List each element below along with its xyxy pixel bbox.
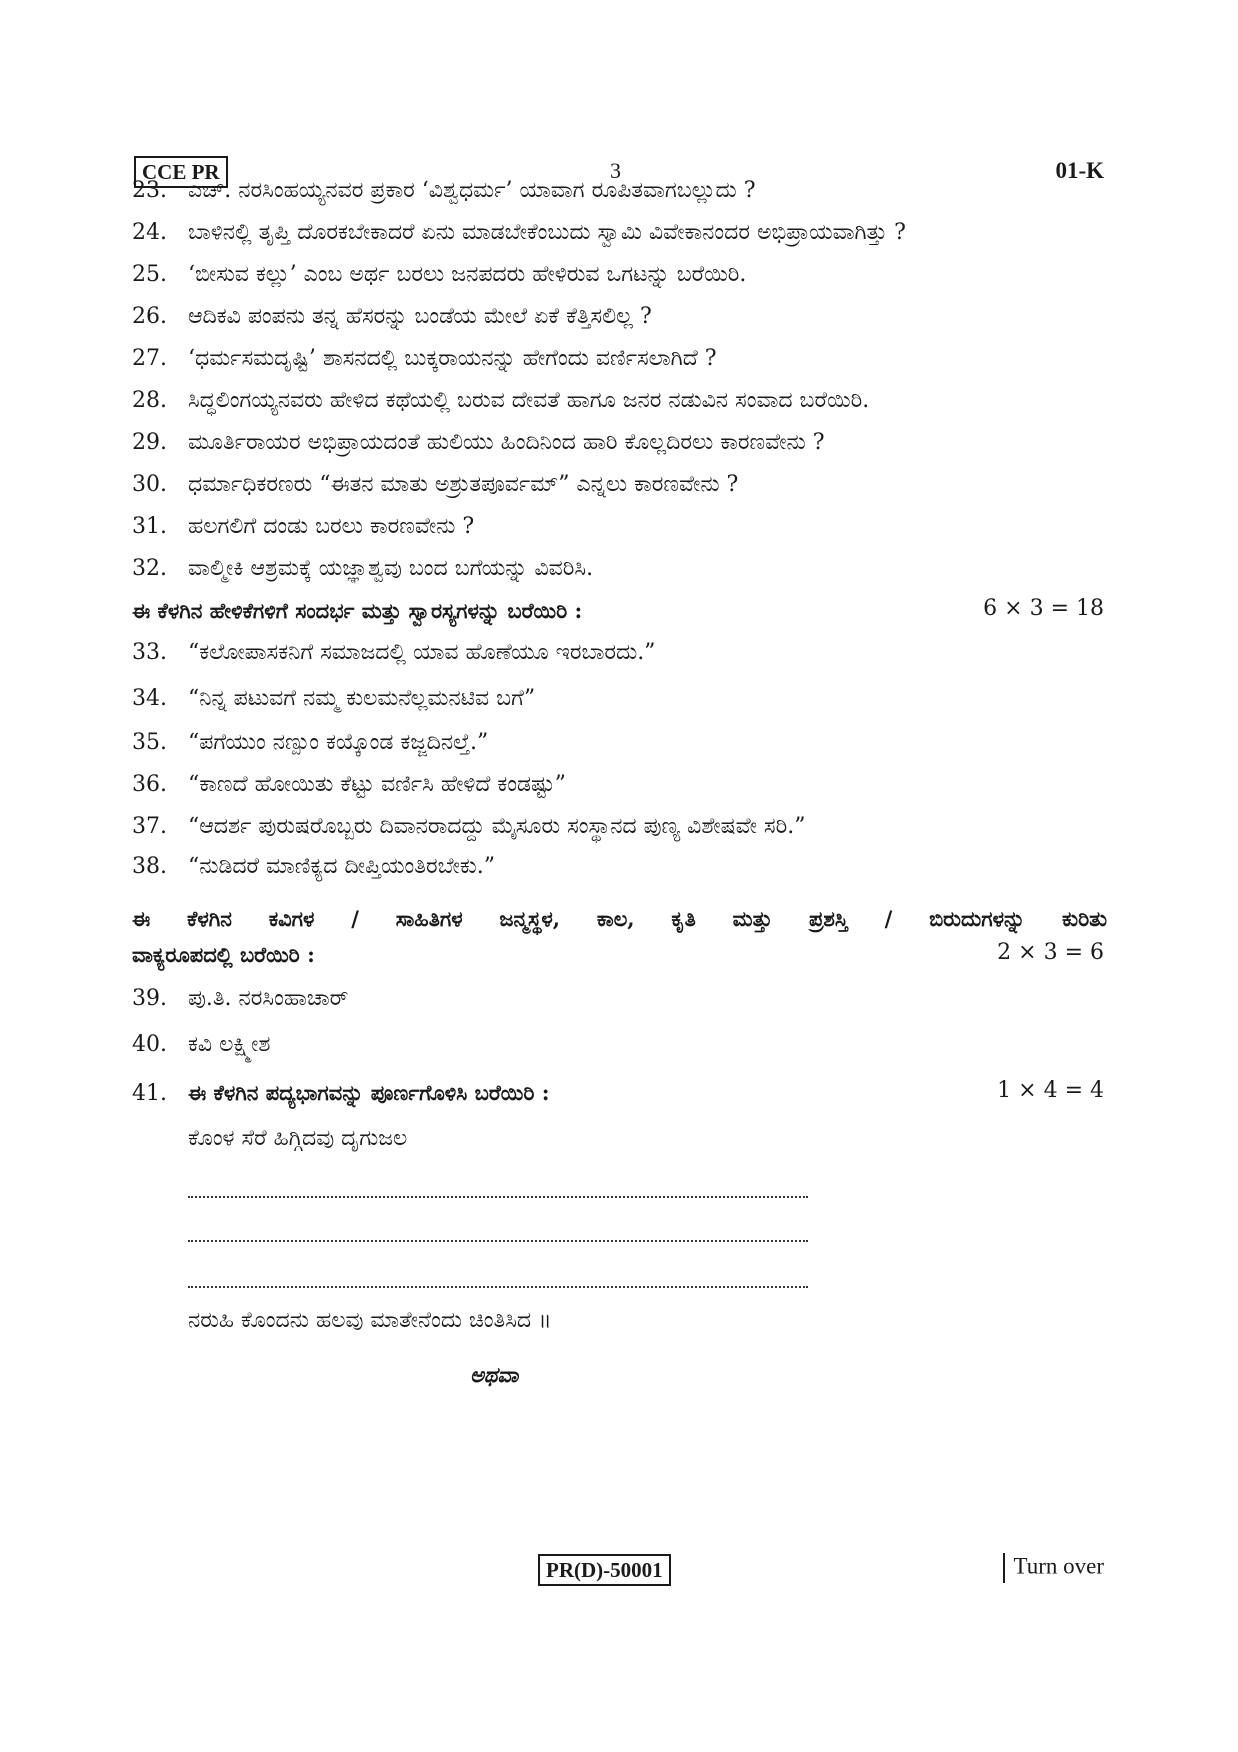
- question-number: 39.: [132, 986, 167, 1011]
- question-text: ಪು.ತಿ. ನರಸಿಂಹಾಚಾರ್: [188, 986, 349, 1011]
- blank-line: [188, 1284, 808, 1288]
- footer-paper-code: PR(D)-50001: [538, 1554, 671, 1586]
- question-number: 41.: [132, 1081, 167, 1106]
- section-c-marks: 2 × 3 = 6: [997, 940, 1104, 965]
- question-number: 26.: [132, 304, 167, 329]
- question-text: ಸಿದ್ಧಲಿಂಗಯ್ಯನವರು ಹೇಳಿದ ಕಥೆಯಲ್ಲಿ ಬರುವ ದೇವತೆ ಹಾಗೂ ಜನರ ನಡುವಿನ ಸಂವಾದ ಬರೆಯಿರಿ.: [188, 388, 870, 413]
- question-text: ಮೂರ್ತಿರಾಯರ ಅಭಿಪ್ರಾಯದಂತೆ ಹುಲಿಯು ಹಿಂದಿನಿಂದ ಹಾರಿ ಕೊಲ್ಲದಿರಲು ಕಾರಣವೇನು ?: [188, 430, 825, 455]
- section-c-instruction-line1: ಈ ಕೆಳಗಿನ ಕವಿಗಳ / ಸಾಹಿತಿಗಳ ಜನ್ಮಸ್ಥಳ, ಕಾಲ, ಕೃತಿ ಮತ್ತು ಪ್ರಶಸ್ತಿ / ಬಿರುದುಗಳನ್ನು ಕುರಿತು: [132, 906, 1107, 931]
- question-text: ಹಲಗಲಿಗೆ ದಂಡು ಬರಲು ಕಾರಣವೇನು ?: [188, 514, 475, 539]
- question-text: ‘ಬೀಸುವ ಕಲ್ಲು’ ಎಂಬ ಅರ್ಥ ಬರಲು ಜನಪದರು ಹೇಳಿರುವ ಒಗಟನ್ನು ಬರೆಯಿರಿ.: [188, 262, 747, 287]
- question-36: [132, 770, 1112, 800]
- question-39: [132, 984, 1112, 1014]
- question-text: “ಆದರ್ಶ ಪುರುಷರೊಬ್ಬರು ದಿವಾನರಾದದ್ದು ಮೈಸೂರು ಸಂಸ್ಥಾನದ ಪುಣ್ಯ ವಿಶೇಷವೇ ಸರಿ.”: [188, 814, 806, 839]
- question-number: 27.: [132, 346, 167, 371]
- question-number: 29.: [132, 430, 167, 455]
- blank-line: [188, 1238, 808, 1242]
- header-left-code: CCE PR: [134, 156, 228, 188]
- question-38: [132, 852, 1112, 882]
- question-34: [132, 684, 1112, 714]
- question-text: ವಾಲ್ಮೀಕಿ ಆಶ್ರಮಕ್ಕೆ ಯಜ್ಞಾಶ್ವವು ಬಂದ ಬಗೆಯನ್ನು ವಿವರಿಸಿ.: [188, 556, 594, 581]
- section-b-text: ಈ ಕೆಳಗಿನ ಹೇಳಿಕೆಗಳಿಗೆ ಸಂದರ್ಭ ಮತ್ತು ಸ್ವಾರಸ್ಯಗಳನ್ನು ಬರೆಯಿರಿ :: [132, 598, 583, 623]
- question-number: 30.: [132, 472, 167, 497]
- question-number: 33.: [132, 640, 167, 665]
- section-c-instruction-line2: ವಾಕ್ಯರೂಪದಲ್ಲಿ ಬರೆಯಿರಿ :: [132, 942, 315, 967]
- or-label: ಅಥವಾ: [470, 1362, 519, 1387]
- question-text: ಕವಿ ಲಕ್ಷ್ಮೀಶ: [188, 1032, 271, 1057]
- question-29: [132, 428, 1112, 458]
- question-text: ಎಚ್. ನರಸಿಂಹಯ್ಯನವರ ಪ್ರಕಾರ ‘ವಿಶ್ವಧರ್ಮ’ ಯಾವಾಗ ರೂಪಿತವಾಗಬಲ್ಲುದು ?: [188, 178, 756, 203]
- section-b-instruction: [132, 596, 1107, 626]
- question-31: [132, 512, 1112, 542]
- question-number: 23.: [132, 178, 167, 203]
- question-text: “ಕಲೋಪಾಸಕನಿಗೆ ಸಮಾಜದಲ್ಲಿ ಯಾವ ಹೊಣೆಯೂ ಇರಬಾರದು.”: [188, 640, 656, 665]
- question-27: [132, 344, 1112, 374]
- question-text: “ನುಡಿದರೆ ಮಾಣಿಕ್ಯದ ದೀಪ್ತಿಯಂತಿರಬೇಕು.”: [188, 854, 495, 879]
- question-26: [132, 302, 1112, 332]
- question-41: [132, 1078, 1112, 1109]
- question-33: [132, 638, 1112, 668]
- question-35: [132, 728, 1112, 758]
- question-number: 34.: [132, 686, 167, 711]
- question-40: [132, 1030, 1112, 1060]
- page-number: 3: [610, 158, 621, 183]
- question-23: [132, 176, 1112, 206]
- question-text: ‘ಧರ್ಮಸಮದೃಷ್ಟಿ’ ಶಾಸನದಲ್ಲಿ ಬುಕ್ಕರಾಯನನ್ನು ಹೇಗೆಂದು ವರ್ಣಿಸಲಾಗಿದೆ ?: [188, 346, 717, 371]
- header-right-code: 01-K: [1055, 158, 1104, 183]
- bracket-mark: [1003, 1553, 1005, 1583]
- question-number: 35.: [132, 730, 167, 755]
- question-number: 32.: [132, 556, 167, 581]
- poem-first-line: ಕೊಂಳ ಸೆರೆ ಹಿಗ್ಗಿದವು ದೃಗುಜಲ: [188, 1126, 408, 1151]
- question-30: [132, 470, 1112, 500]
- question-37: [132, 812, 1112, 842]
- question-41-instruction: ಈ ಕೆಳಗಿನ ಪದ್ಯಭಾಗವನ್ನು ಪೂರ್ಣಗೊಳಿಸಿ ಬರೆಯಿರಿ :: [188, 1080, 550, 1105]
- turn-over-text: Turn over: [1013, 1553, 1104, 1579]
- turn-over: [1003, 1553, 1104, 1583]
- question-text: “ಪಗೆಯುಂ ನಣ್ಪುಂ ಕಯ್ಕೊಂಡ ಕಜ್ಜದಿನಲ್ತೆ.”: [188, 730, 489, 755]
- question-24: [132, 218, 1112, 248]
- question-number: 40.: [132, 1032, 167, 1057]
- question-28: [132, 386, 1112, 416]
- poem-last-line: ನರುಹಿ ಕೊಂದನು ಹಲವು ಮಾತೇನೆಂದು ಚಿಂತಿಸಿದ ॥: [188, 1308, 552, 1333]
- blank-line: [188, 1194, 808, 1198]
- question-number: 25.: [132, 262, 167, 287]
- question-number: 38.: [132, 854, 167, 879]
- question-number: 31.: [132, 514, 167, 539]
- section-b-marks: 6 × 3 = 18: [983, 596, 1104, 621]
- question-text: ಆದಿಕವಿ ಪಂಪನು ತನ್ನ ಹೆಸರನ್ನು ಬಂಡೆಯ ಮೇಲೆ ಏಕೆ ಕೆತ್ತಿಸಲಿಲ್ಲ ?: [188, 304, 652, 329]
- question-number: 36.: [132, 772, 167, 797]
- question-25: [132, 260, 1112, 290]
- question-text: ಬಾಳಿನಲ್ಲಿ ತೃಪ್ತಿ ದೊರಕಬೇಕಾದರೆ ಏನು ಮಾಡಬೇಕೆಂಬುದು ಸ್ವಾಮಿ ವಿವೇಕಾನಂದರ ಅಭಿಪ್ರಾಯವಾಗಿತ್ತು ?: [188, 220, 906, 245]
- question-41-marks: 1 × 4 = 4: [997, 1078, 1104, 1103]
- question-number: 28.: [132, 388, 167, 413]
- question-32: [132, 554, 1112, 584]
- question-text: ಧರ್ಮಾಧಿಕರಣರು “ಈತನ ಮಾತು ಅಶ್ರುತಪೂರ್ವಮ್” ಎನ್ನಲು ಕಾರಣವೇನು ?: [188, 472, 739, 497]
- question-text: “ನಿನ್ನ ಪಟುವಗೆ ನಮ್ಮ ಕುಲಮನೆಲ್ಲಮನಟಿವ ಬಗೆ”: [188, 686, 536, 711]
- question-text: “ಕಾಣದೆ ಹೋಯಿತು ಕೆಟ್ಟು ವರ್ಣಿಸಿ ಹೇಳಿದೆ ಕಂಡಷ್ಟು”: [188, 772, 566, 797]
- question-number: 24.: [132, 220, 167, 245]
- question-number: 37.: [132, 814, 167, 839]
